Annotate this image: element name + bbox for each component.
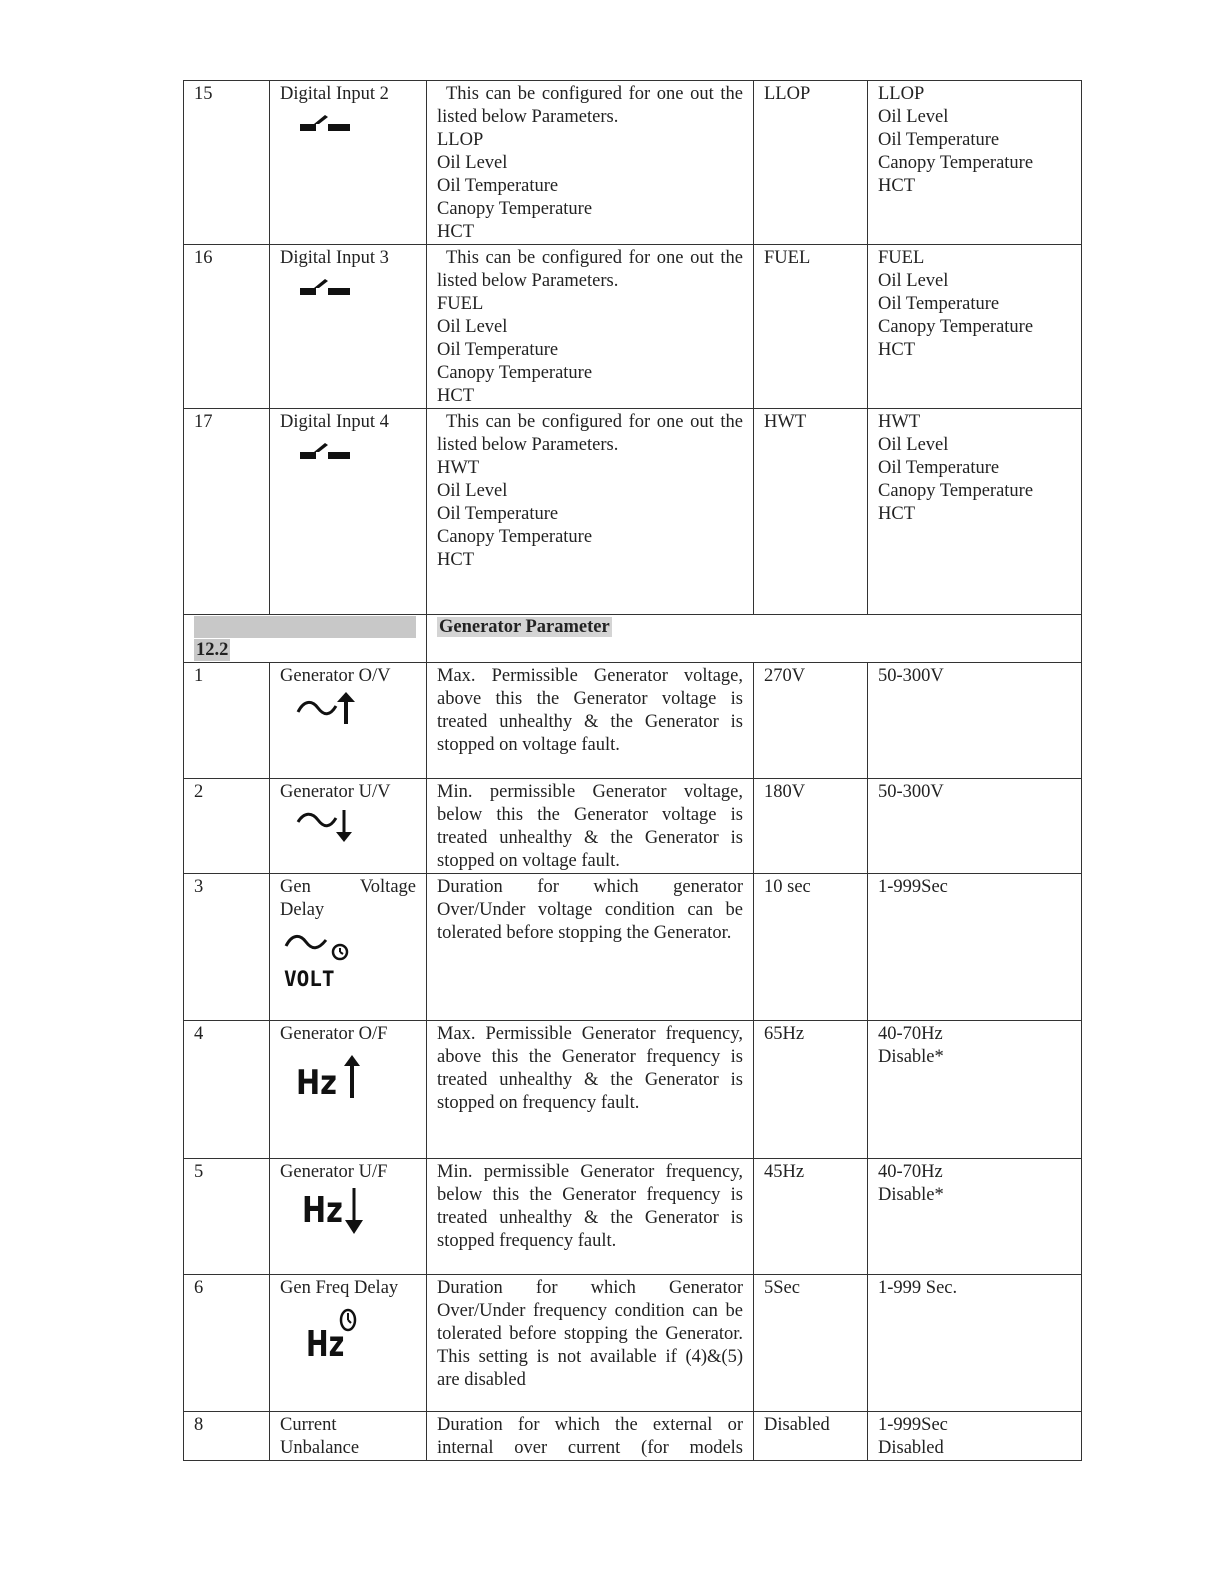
parameter-name-cell <box>270 1275 427 1412</box>
range-cell <box>868 663 1082 779</box>
voltage-down-icon <box>292 806 362 844</box>
table-row <box>184 779 1082 874</box>
range-item: Oil Level <box>878 271 949 291</box>
voltage-up-icon <box>292 690 362 726</box>
range-item: Oil Level <box>878 107 949 127</box>
range-item: 40-70Hz <box>878 1024 943 1044</box>
table-row <box>184 81 1082 245</box>
frequency-delay-label: Hz <box>306 1322 345 1362</box>
range-cell <box>868 245 1082 409</box>
parameter-name-cell <box>270 779 427 874</box>
range-item: Disable* <box>878 1047 944 1067</box>
range-item: 40-70Hz <box>878 1162 943 1182</box>
frequency-down-label: Hz <box>302 1188 343 1231</box>
range-item: 50-300V <box>878 666 944 686</box>
row-number: 6 <box>184 1275 270 1412</box>
section-number-shading <box>194 616 416 638</box>
range-cell <box>868 1021 1082 1159</box>
option-item: Canopy Temperature <box>437 527 593 547</box>
range-item: Canopy Temperature <box>878 481 1034 501</box>
row-number: 3 <box>184 874 270 1021</box>
frequency-up-label: Hz <box>296 1063 338 1100</box>
description-intro: This can be configured for one out the listed below Parameters. <box>437 412 743 455</box>
default-value: Disabled <box>754 1412 868 1461</box>
section-number: 12.2 <box>196 640 229 660</box>
option-item: Oil Level <box>437 317 508 337</box>
parameter-table <box>183 80 1082 1461</box>
parameter-name-cell <box>270 245 427 409</box>
range-cell <box>868 1159 1082 1275</box>
range-item: 1-999Sec <box>878 877 948 897</box>
parameter-name: Generator U/V <box>280 782 391 802</box>
range-item: Oil Temperature <box>878 294 1000 314</box>
row-number: 8 <box>184 1412 270 1461</box>
option-item: HCT <box>437 550 474 570</box>
range-item: Canopy Temperature <box>878 153 1034 173</box>
parameter-name: Gen Voltage Delay <box>280 877 416 920</box>
parameter-name-cell <box>270 663 427 779</box>
description-intro: This can be configured for one out the listed below Parameters. <box>437 84 743 127</box>
description-cell <box>427 81 754 245</box>
voltage-delay-label: VOLT <box>284 967 335 991</box>
range-cell <box>868 409 1082 615</box>
option-item: FUEL <box>437 294 484 314</box>
description: Duration for which the external or internal over current (for models <box>427 1412 754 1461</box>
description: Duration for which generator Over/Under voltage condition can be tolerated before stopping the Generator. <box>427 874 754 1021</box>
default-value: 45Hz <box>754 1159 868 1275</box>
parameter-name: Generator O/V <box>280 666 391 686</box>
digital-input-switch-icon <box>292 276 352 302</box>
option-item: Oil Temperature <box>437 340 559 360</box>
option-item: Oil Temperature <box>437 504 559 524</box>
parameter-name-cell <box>270 81 427 245</box>
voltage-delay-icon <box>282 932 360 992</box>
digital-input-switch-icon <box>292 112 352 138</box>
option-item: HWT <box>437 458 480 478</box>
default-value: 180V <box>754 779 868 874</box>
default-value: 65Hz <box>754 1021 868 1159</box>
option-item: HCT <box>437 386 474 406</box>
option-item: Canopy Temperature <box>437 363 593 383</box>
range-cell <box>868 779 1082 874</box>
section-header-row <box>184 615 1082 663</box>
parameter-name-cell <box>270 1159 427 1275</box>
range-item: HCT <box>878 176 915 196</box>
parameter-name-cell <box>270 1021 427 1159</box>
row-number: 15 <box>184 81 270 245</box>
range-item: HCT <box>878 340 915 360</box>
option-item: HCT <box>437 222 474 242</box>
option-item: LLOP <box>437 130 484 150</box>
parameter-name: Generator U/F <box>280 1162 388 1182</box>
table-row <box>184 245 1082 409</box>
description: Max. Permissible Generator voltage, above this the Generator voltage is treated unhealthy & the Generator is stopped on voltage fault. <box>427 663 754 779</box>
parameter-name-cell <box>270 874 427 1021</box>
parameter-name: Current Unbalance <box>270 1412 427 1461</box>
table-row <box>184 1412 1082 1461</box>
description-cell <box>427 409 754 615</box>
range-item: 1-999Sec <box>878 1415 948 1435</box>
table-row <box>184 874 1082 1021</box>
parameter-name: Gen Freq Delay <box>280 1278 399 1298</box>
range-item: FUEL <box>878 248 925 268</box>
frequency-up-icon <box>296 1052 366 1100</box>
table-row <box>184 409 1082 615</box>
range-item: Disable* <box>878 1185 944 1205</box>
digital-input-switch-icon <box>292 440 352 466</box>
frequency-down-icon <box>302 1184 372 1236</box>
parameter-name: Digital Input 4 <box>280 412 389 432</box>
range-cell <box>868 874 1082 1021</box>
table-row <box>184 1159 1082 1275</box>
row-number: 17 <box>184 409 270 615</box>
row-number: 4 <box>184 1021 270 1159</box>
range-item: 1-999 Sec. <box>878 1278 958 1298</box>
table-row <box>184 1275 1082 1412</box>
parameter-name: Digital Input 3 <box>280 248 389 268</box>
default-value: FUEL <box>754 245 868 409</box>
range-item: Oil Temperature <box>878 130 1000 150</box>
parameter-name: Digital Input 2 <box>280 84 389 104</box>
row-number: 16 <box>184 245 270 409</box>
range-item: HWT <box>878 412 921 432</box>
description: Min. permissible Generator voltage, below this the Generator voltage is treated unhealthy & the Generator is stopped on voltage fault. <box>427 779 754 874</box>
table-row <box>184 1021 1082 1159</box>
parameter-table-page <box>183 80 1081 1461</box>
range-item: LLOP <box>878 84 925 104</box>
description: Min. permissible Generator frequency, below this the Generator frequency is treated unhealthy & the Generator is stopped frequency fault. <box>427 1159 754 1275</box>
default-value: 270V <box>754 663 868 779</box>
option-item: Oil Temperature <box>437 176 559 196</box>
description: Max. Permissible Generator frequency, above this the Generator frequency is treated unhealthy & the Generator is stopped on frequency fault. <box>427 1021 754 1159</box>
range-item: Oil Temperature <box>878 458 1000 478</box>
default-value: HWT <box>754 409 868 615</box>
option-item: Oil Level <box>437 153 508 173</box>
row-number: 2 <box>184 779 270 874</box>
parameter-name-cell <box>270 409 427 615</box>
description-intro: This can be configured for one out the listed below Parameters. <box>437 248 743 291</box>
row-number: 1 <box>184 663 270 779</box>
section-title: Generator Parameter <box>439 617 610 637</box>
range-item: HCT <box>878 504 915 524</box>
range-item: Disabled <box>878 1438 944 1458</box>
parameter-name: Generator O/F <box>280 1024 388 1044</box>
default-value: 5Sec <box>754 1275 868 1412</box>
default-value: 10 sec <box>754 874 868 1021</box>
range-cell <box>868 1275 1082 1412</box>
range-cell <box>868 1412 1082 1461</box>
description: Duration for which Generator Over/Under frequency condition can be tolerated before stopping the Generator. This setting is not available if (4)&(5) are disabled <box>427 1275 754 1412</box>
section-title-cell <box>427 615 1082 663</box>
option-item: Oil Level <box>437 481 508 501</box>
description-cell <box>427 245 754 409</box>
row-number: 5 <box>184 1159 270 1275</box>
range-cell <box>868 81 1082 245</box>
default-value: LLOP <box>754 81 868 245</box>
section-number-cell <box>184 615 427 663</box>
range-item: Oil Level <box>878 435 949 455</box>
frequency-delay-icon <box>306 1302 376 1362</box>
range-item: Canopy Temperature <box>878 317 1034 337</box>
option-item: Canopy Temperature <box>437 199 593 219</box>
range-item: 50-300V <box>878 782 944 802</box>
table-row <box>184 663 1082 779</box>
